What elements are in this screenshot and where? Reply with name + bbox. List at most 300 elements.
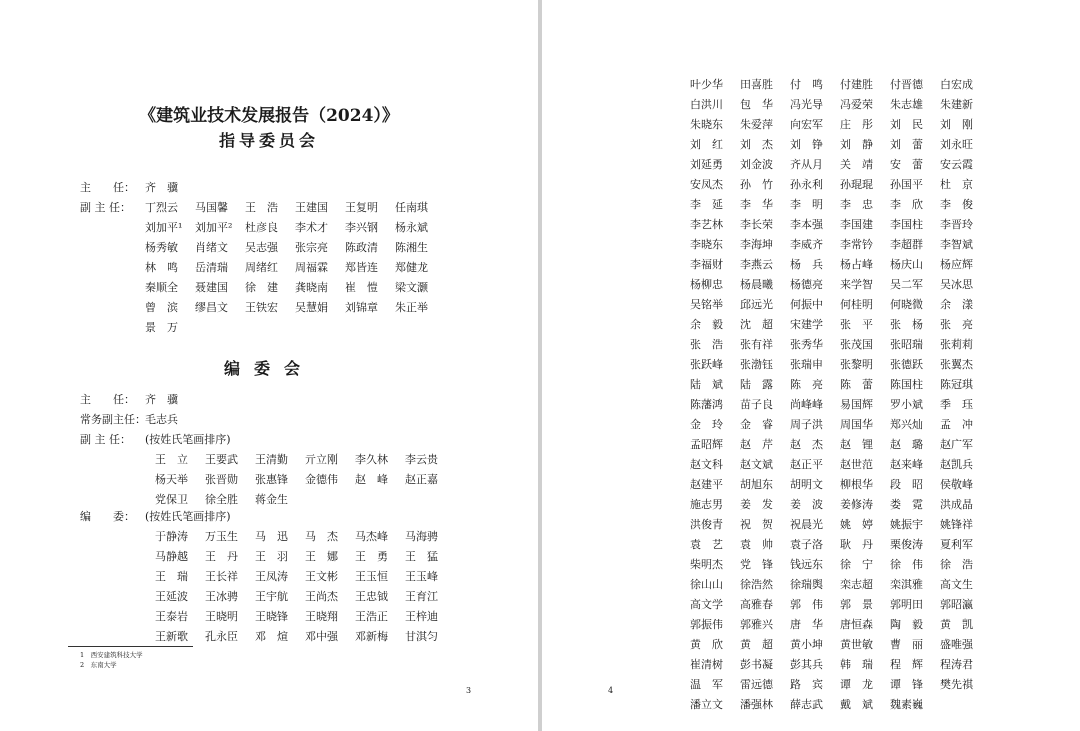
guidance-vice-row	[145, 198, 445, 218]
person-name: 秦顺全	[145, 281, 178, 294]
member-row	[690, 495, 990, 515]
person-name: 张晋勋	[205, 473, 238, 486]
member-row	[690, 535, 990, 555]
person-name: 刘金波	[740, 158, 773, 171]
person-name: 李福财	[690, 258, 723, 271]
person-name: 王 娜	[305, 550, 338, 563]
person-name: 祝 贺	[740, 518, 773, 531]
person-name: 李 延	[690, 198, 723, 211]
person-name: 姚振宇	[890, 518, 923, 531]
person-name: 马国馨	[195, 201, 228, 214]
person-name: 张莉莉	[940, 338, 973, 351]
member-row	[690, 415, 990, 435]
editorial-member-names	[155, 527, 455, 647]
person-name: 侯敬峰	[940, 478, 973, 491]
guidance-vice-names	[145, 198, 445, 338]
person-name: 孔永臣	[205, 630, 238, 643]
person-name: 陈湘生	[395, 241, 428, 254]
member-row	[690, 335, 990, 355]
person-name: 王泰岩	[155, 610, 188, 623]
person-name: 甘淇匀	[405, 630, 438, 643]
editorial-vice-row	[155, 450, 455, 470]
person-name: 陈 亮	[790, 378, 823, 391]
person-name: 黄世敏	[840, 638, 873, 651]
member-row	[690, 455, 990, 475]
person-name: 万玉生	[205, 530, 238, 543]
person-name: 吴志强	[245, 241, 278, 254]
person-name: 刘 静	[840, 138, 873, 151]
person-name: 戴 斌	[840, 698, 873, 711]
right-names	[690, 75, 990, 715]
person-name: 余 毅	[690, 318, 723, 331]
person-name: 朱正举	[395, 301, 428, 314]
person-name: 赵凯兵	[940, 458, 973, 471]
person-name: 谭 龙	[840, 678, 873, 691]
person-name: 谭 锋	[890, 678, 923, 691]
person-name: 安云霞	[940, 158, 973, 171]
person-name: 张翼杰	[940, 358, 973, 371]
person-name: 李常钤	[840, 238, 873, 251]
person-name: 李长荣	[740, 218, 773, 231]
person-name: 余 漾	[940, 298, 973, 311]
person-name: 郑健龙	[395, 261, 428, 274]
person-name: 陈政清	[345, 241, 378, 254]
person-name: 韩 瑞	[840, 658, 873, 671]
member-row	[690, 375, 990, 395]
person-name: 杨柳忠	[690, 278, 723, 291]
person-name: 李智斌	[940, 238, 973, 251]
person-name: 潘立文	[690, 698, 723, 711]
person-name: 袁子洛	[790, 538, 823, 551]
person-name: 叶少华	[690, 78, 723, 91]
person-name: 张惠锋	[255, 473, 288, 486]
person-name: 李 明	[790, 198, 823, 211]
person-name: 刘 红	[690, 138, 723, 151]
person-name: 徐 宁	[840, 558, 873, 571]
person-name: 王 浩	[245, 201, 278, 214]
person-name: 盛唯强	[940, 638, 973, 651]
person-name: 李晋玲	[940, 218, 973, 231]
guidance-committee-heading: 指导委员会	[218, 131, 319, 150]
person-name: 姚 婷	[840, 518, 873, 531]
person-name: 李本强	[790, 218, 823, 231]
person-name: 李 俊	[940, 198, 973, 211]
person-name: 付建胜	[840, 78, 873, 91]
person-name: 崔 愷	[345, 281, 378, 294]
person-name: 王 猛	[405, 550, 438, 563]
editorial-vice-row	[80, 430, 231, 450]
person-name: 赵建平	[690, 478, 723, 491]
person-name: 刘永旺	[940, 138, 973, 151]
person-name: 刘 铮	[790, 138, 823, 151]
person-name: 赵世范	[840, 458, 873, 471]
person-name: 杨德亮	[790, 278, 823, 291]
person-name: 杨秀敏	[145, 241, 178, 254]
person-name: 庄 彤	[840, 118, 873, 131]
person-name: 徐 建	[245, 281, 278, 294]
person-name: 张 浩	[690, 338, 723, 351]
guidance-vice-row	[145, 218, 445, 238]
person-name: 张宗亮	[295, 241, 328, 254]
person-name: 马 迅	[255, 530, 288, 543]
guidance-vice-row	[145, 278, 445, 298]
person-name: 冯光导	[790, 98, 823, 111]
person-name: 陶 毅	[890, 618, 923, 631]
member-row	[690, 435, 990, 455]
person-name: 林 鸣	[145, 261, 178, 274]
person-name: 安凤杰	[690, 178, 723, 191]
member-row	[690, 675, 990, 695]
editorial-member-row	[155, 567, 455, 587]
person-name: 王育江	[405, 590, 438, 603]
person-name: 张德跃	[890, 358, 923, 371]
person-name: 孙琨琨	[840, 178, 873, 191]
editorial-member-row	[80, 507, 231, 527]
person-name: 孟 冲	[940, 418, 973, 431]
member-row	[690, 315, 990, 335]
person-name: 张瑞申	[790, 358, 823, 371]
person-name: 刘 蕾	[890, 138, 923, 151]
person-name: 缪昌文	[195, 301, 228, 314]
member-row	[690, 355, 990, 375]
person-name: 金 玲	[690, 418, 723, 431]
person-name: 杜 京	[940, 178, 973, 191]
person-name: 李燕云	[740, 258, 773, 271]
member-row	[690, 575, 990, 595]
person-name: 何晓微	[890, 298, 923, 311]
person-name: 耿 丹	[840, 538, 873, 551]
left-page	[0, 0, 538, 731]
person-name: 郭 伟	[790, 598, 823, 611]
person-name: 孙永利	[790, 178, 823, 191]
person-name: 陈藩鸿	[690, 398, 723, 411]
footnote-rule	[68, 646, 193, 647]
person-name: 彭其兵	[790, 658, 823, 671]
person-name: 李海坤	[740, 238, 773, 251]
right-names-block	[690, 75, 990, 715]
person-name: 吴铭举	[690, 298, 723, 311]
editorial-vice-names	[155, 450, 455, 510]
person-name: 段 昭	[890, 478, 923, 491]
person-name: 亓立刚	[305, 453, 338, 466]
person-name: 朱志雄	[890, 98, 923, 111]
editorial-member-label: 编 委：	[80, 510, 135, 523]
person-name: 邱远光	[740, 298, 773, 311]
guidance-vice-row	[145, 318, 445, 338]
person-name: 蒋金生	[255, 493, 288, 506]
person-name: 柳根华	[840, 478, 873, 491]
person-name: 赵 杰	[790, 438, 823, 451]
person-name: 白宏成	[940, 78, 973, 91]
person-name: 黄 凯	[940, 618, 973, 631]
person-name: 高雅春	[740, 598, 773, 611]
person-name: 邓 煊	[255, 630, 288, 643]
person-name: 曾 滨	[145, 301, 178, 314]
person-name: 高文生	[940, 578, 973, 591]
person-name: 冯爱荣	[840, 98, 873, 111]
person-name: 马杰峰	[355, 530, 388, 543]
person-name: 赵 峰	[355, 473, 388, 486]
editorial-exec-vice-name: 毛志兵	[145, 413, 178, 426]
person-name: 田喜胜	[740, 78, 773, 91]
member-row	[690, 95, 990, 115]
person-name: 王铁宏	[245, 301, 278, 314]
person-name: 丁烈云	[145, 201, 178, 214]
person-name: 龚晓南	[295, 281, 328, 294]
editorial-member-row	[155, 627, 455, 647]
footnote-2: 2 东南大学	[80, 661, 117, 669]
person-name: 洪成晶	[940, 498, 973, 511]
person-name: 徐 浩	[940, 558, 973, 571]
person-name: 徐瑞舆	[790, 578, 823, 591]
person-name: 洪俊青	[690, 518, 723, 531]
person-name: 张昭瑞	[890, 338, 923, 351]
person-name: 马静越	[155, 550, 188, 563]
person-name: 崔清树	[690, 658, 723, 671]
person-name: 栾淇雅	[890, 578, 923, 591]
person-name: 姚锋祥	[940, 518, 973, 531]
person-name: 陈冠琪	[940, 378, 973, 391]
member-row	[690, 175, 990, 195]
member-row	[690, 475, 990, 495]
person-name: 徐浩然	[740, 578, 773, 591]
person-name: 李艺林	[690, 218, 723, 231]
member-row	[690, 115, 990, 135]
person-name: 徐山山	[690, 578, 723, 591]
person-name: 赵正平	[790, 458, 823, 471]
person-name: 王晓翔	[305, 610, 338, 623]
person-name: 刘加平¹	[145, 221, 183, 234]
person-name: 向宏军	[790, 118, 823, 131]
person-name: 刘 杰	[740, 138, 773, 151]
guidance-chair-row	[80, 178, 178, 198]
guidance-chair-name: 齐 骥	[145, 181, 178, 194]
member-row	[690, 635, 990, 655]
person-name: 王晓锋	[255, 610, 288, 623]
person-name: 刘 民	[890, 118, 923, 131]
book-title: 《建筑业技术发展报告（2024）》	[139, 106, 399, 126]
person-name: 夏利军	[940, 538, 973, 551]
guidance-vice-row	[145, 298, 445, 318]
person-name: 杨庆山	[890, 258, 923, 271]
person-name: 聂建国	[195, 281, 228, 294]
person-name: 王清勤	[255, 453, 288, 466]
person-name: 郑皆连	[345, 261, 378, 274]
member-row	[690, 695, 990, 715]
person-name: 姜修涛	[840, 498, 873, 511]
person-name: 赵文斌	[740, 458, 773, 471]
person-name: 王玉恒	[355, 570, 388, 583]
person-name: 王凤涛	[255, 570, 288, 583]
person-name: 周福霖	[295, 261, 328, 274]
person-name: 关 靖	[840, 158, 873, 171]
person-name: 栗俊涛	[890, 538, 923, 551]
person-name: 李兴钢	[345, 221, 378, 234]
person-name: 王宇航	[255, 590, 288, 603]
member-row	[690, 595, 990, 615]
person-name: 程涛君	[940, 658, 973, 671]
person-name: 来学智	[840, 278, 873, 291]
person-name: 陆 露	[740, 378, 773, 391]
person-name: 杜彦良	[245, 221, 278, 234]
page-number-right: 4	[608, 686, 614, 695]
person-name: 何桂明	[840, 298, 873, 311]
person-name: 程 辉	[890, 658, 923, 671]
person-name: 刘延勇	[690, 158, 723, 171]
person-name: 李国建	[840, 218, 873, 231]
member-row	[690, 195, 990, 215]
person-name: 王长祥	[205, 570, 238, 583]
person-name: 王 勇	[355, 550, 388, 563]
person-name: 邓中强	[305, 630, 338, 643]
person-name: 朱建新	[940, 98, 973, 111]
editorial-chair-row	[80, 390, 178, 410]
person-name: 刘加平²	[195, 221, 233, 234]
person-name: 苗子良	[740, 398, 773, 411]
person-name: 张秀华	[790, 338, 823, 351]
person-name: 赵来峰	[890, 458, 923, 471]
guidance-vice-row	[145, 238, 445, 258]
person-name: 邓新梅	[355, 630, 388, 643]
person-name: 郑兴灿	[890, 418, 923, 431]
person-name: 金德伟	[305, 473, 338, 486]
person-name: 姜 发	[740, 498, 773, 511]
person-name: 王梓迪	[405, 610, 438, 623]
person-name: 马 杰	[305, 530, 338, 543]
person-name: 李晓东	[690, 238, 723, 251]
person-name: 张 亮	[940, 318, 973, 331]
person-name: 王建国	[295, 201, 328, 214]
person-name: 赵 锂	[840, 438, 873, 451]
person-name: 孙国平	[890, 178, 923, 191]
person-name: 赵 璐	[890, 438, 923, 451]
person-name: 马海骋	[405, 530, 438, 543]
person-name: 杨占峰	[840, 258, 873, 271]
person-name: 王 立	[155, 453, 188, 466]
person-name: 孟昭辉	[690, 438, 723, 451]
person-name: 陈 蕾	[840, 378, 873, 391]
person-name: 张 平	[840, 318, 873, 331]
person-name: 李术才	[295, 221, 328, 234]
person-name: 袁 艺	[690, 538, 723, 551]
editorial-member-row	[155, 527, 455, 547]
person-name: 张有祥	[740, 338, 773, 351]
person-name: 薛志武	[790, 698, 823, 711]
editorial-vice-label: 副 主 任：	[80, 433, 131, 446]
person-name: 王忠钺	[355, 590, 388, 603]
editorial-committee-heading: 编委会	[223, 359, 314, 378]
person-name: 王尚杰	[305, 590, 338, 603]
person-name: 柴明杰	[690, 558, 723, 571]
person-name: 金 睿	[740, 418, 773, 431]
person-name: 徐全胜	[205, 493, 238, 506]
person-name: 李超群	[890, 238, 923, 251]
person-name: 沈 超	[740, 318, 773, 331]
person-name: 孙 竹	[740, 178, 773, 191]
guidance-vice-row	[80, 198, 445, 338]
person-name: 赵广军	[940, 438, 973, 451]
person-name: 任南琪	[395, 201, 428, 214]
person-name: 黄 超	[740, 638, 773, 651]
person-name: 党 锋	[740, 558, 773, 571]
person-name: 张 杨	[890, 318, 923, 331]
person-name: 胡旭东	[740, 478, 773, 491]
member-row	[690, 515, 990, 535]
person-name: 付晋德	[890, 78, 923, 91]
person-name: 尚峰峰	[790, 398, 823, 411]
person-name: 何振中	[790, 298, 823, 311]
person-name: 杨 兵	[790, 258, 823, 271]
person-name: 郭 景	[840, 598, 873, 611]
editorial-vice-row	[155, 470, 455, 490]
person-name: 吴二军	[890, 278, 923, 291]
editorial-chair-name: 齐 骥	[145, 393, 178, 406]
member-row	[690, 275, 990, 295]
editorial-member-names-row	[155, 527, 455, 647]
editorial-vice-note: (按姓氏笔画排序)	[145, 433, 231, 446]
person-name: 赵文科	[690, 458, 723, 471]
member-row	[690, 155, 990, 175]
member-row	[690, 75, 990, 95]
person-name: 王复明	[345, 201, 378, 214]
guidance-vice-label: 副 主 任：	[80, 201, 131, 214]
editorial-member-row	[155, 607, 455, 627]
person-name: 李国柱	[890, 218, 923, 231]
person-name: 杨永斌	[395, 221, 428, 234]
person-name: 郭昭瀛	[940, 598, 973, 611]
person-name: 郭明田	[890, 598, 923, 611]
person-name: 栾志超	[840, 578, 873, 591]
member-row	[690, 295, 990, 315]
person-name: 李久林	[355, 453, 388, 466]
person-name: 王冰骋	[205, 590, 238, 603]
person-name: 梁文灏	[395, 281, 428, 294]
person-name: 吴冰思	[940, 278, 973, 291]
person-name: 李威齐	[790, 238, 823, 251]
person-name: 樊先祺	[940, 678, 973, 691]
person-name: 包 华	[740, 98, 773, 111]
person-name: 赵正嘉	[405, 473, 438, 486]
person-name: 高文学	[690, 598, 723, 611]
editorial-chair-label: 主 任：	[80, 393, 135, 406]
person-name: 吴慧娟	[295, 301, 328, 314]
member-row	[690, 135, 990, 155]
editorial-member-row	[155, 587, 455, 607]
person-name: 李 欣	[890, 198, 923, 211]
person-name: 王新歌	[155, 630, 188, 643]
person-name: 王要武	[205, 453, 238, 466]
person-name: 宋建学	[790, 318, 823, 331]
person-name: 胡明文	[790, 478, 823, 491]
person-name: 路 宾	[790, 678, 823, 691]
person-name: 黄 欣	[690, 638, 723, 651]
person-name: 王文彬	[305, 570, 338, 583]
person-name: 郭振伟	[690, 618, 723, 631]
person-name: 周子洪	[790, 418, 823, 431]
member-row	[690, 255, 990, 275]
person-name: 王 瑞	[155, 570, 188, 583]
person-name: 周国华	[840, 418, 873, 431]
person-name: 王晓明	[205, 610, 238, 623]
person-name: 白洪川	[690, 98, 723, 111]
guidance-vice-row	[145, 258, 445, 278]
person-name: 张黎明	[840, 358, 873, 371]
person-name: 陈国柱	[890, 378, 923, 391]
member-row	[690, 655, 990, 675]
member-row	[690, 555, 990, 575]
person-name: 齐从月	[790, 158, 823, 171]
person-name: 曹 丽	[890, 638, 923, 651]
